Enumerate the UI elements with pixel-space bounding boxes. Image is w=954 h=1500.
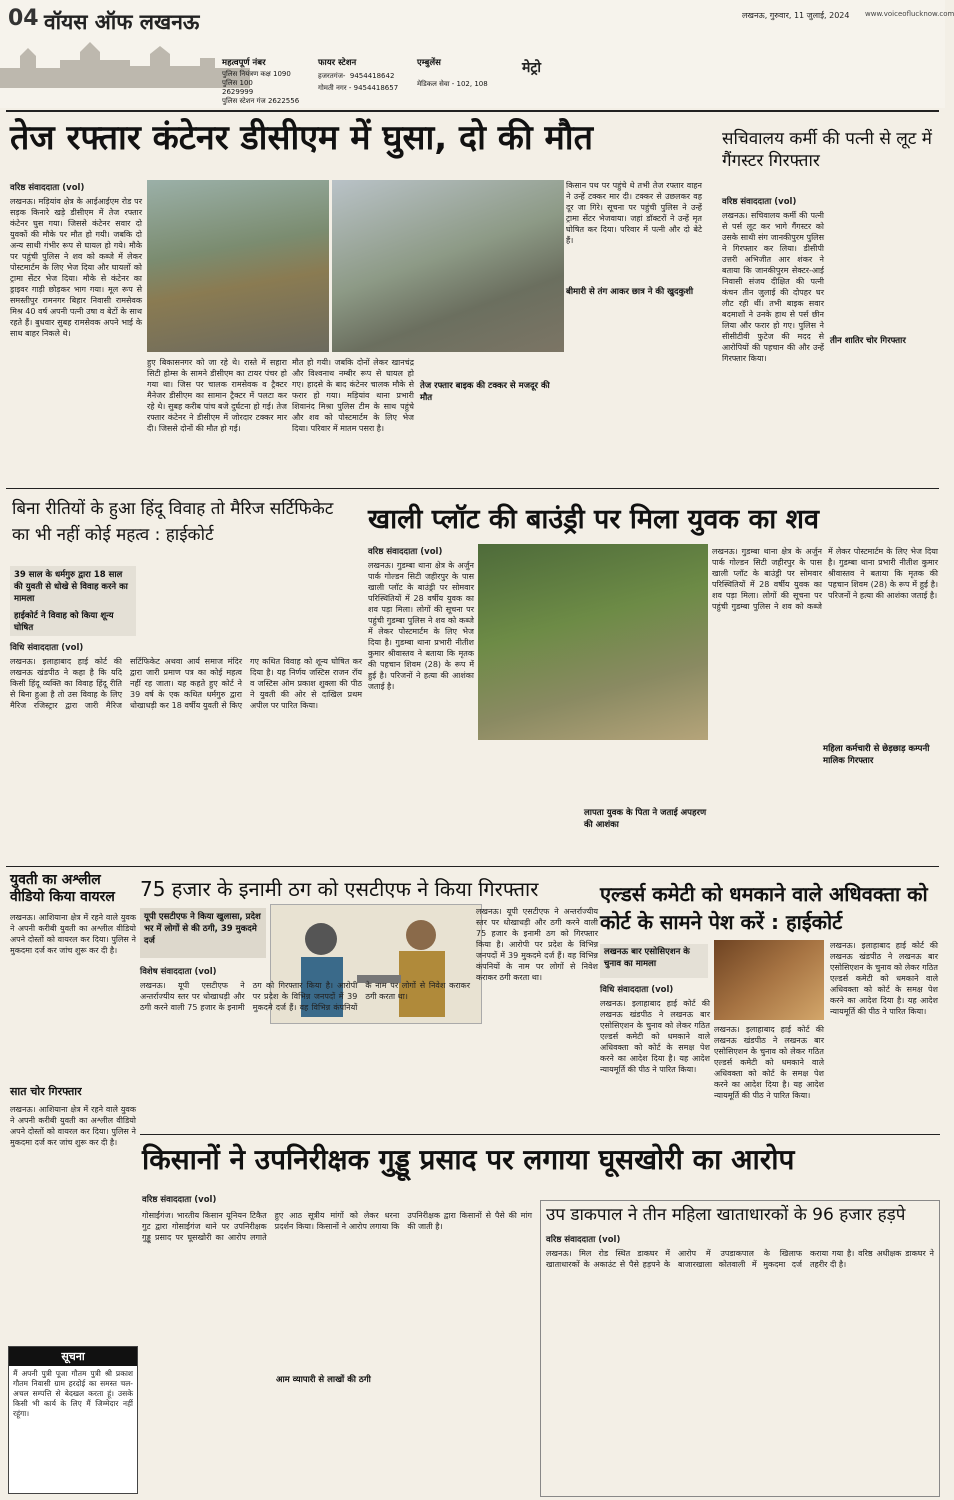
lead-para-1: लखनऊ। मड़ियांव क्षेत्र के आईआईएम रोड पर सड़क किनारे खड़े डीसीएम में तेज रफ्तार कंटेनर घुस गया। जिससे कंटेनर सवार दो युवकों की मौके पर मौत हो गयी। जबकि दो अन्य साथी गंभीर रूप से घायल हो गये। मौके पर पहुंची पुलिस ने शव को कब्जे में लेकर पोस्टमार्टम के लिए भेज दिया और घायलों को ट्रामा सेंटर भेज दिया। मौके से कंटेनर का ड्राइवर गाड़ी छोड़कर भाग गया। मूल रूप से समस्तीपुर रामनगर बिहार निवासी रामसेवक मिश्र 40 वर्ष अपनी पत्नी उषा व बेटों के साथ रहते हैं। बुधवार सुबह रामसेवक अपने भाई के साथ बाहर निकले थे। (10, 197, 142, 338)
marriage-headline: बिना रीतियों के हुआ हिंदू विवाह तो मैरिज सर्टिफिकेट का भी नहीं कोई महत्व : हाईकोर्ट (12, 499, 334, 545)
sachivalaya-byline: वरिष्ठ संवाददाता (vol) (722, 197, 797, 207)
elders-body-2: लखनऊ। इलाहाबाद हाई कोर्ट की लखनऊ खंडपीठ ने लखनऊ बार एसोसिएशन के चुनाव को लेकर गठित एल्डर्स कमेटी को धमकाने वाले अधिवक्ता को कोर्ट के समक्ष पेश करने का आदेश दिया है। यह आदेश न्यायमूर्ति की पीठ ने पारित किया। (714, 1025, 824, 1100)
sachivalaya-headline: सचिवालय कर्मी की पत्नी से लूट में गैंगस्टर गिरफ्तार (722, 129, 932, 171)
elders-body: लखनऊ। इलाहाबाद हाई कोर्ट की लखनऊ खंडपीठ ने लखनऊ बार एसोसिएशन के चुनाव को लेकर गठित एल्डर्स कमेटी को धमकाने वाले अधिवक्ता को कोर्ट के समक्ष पेश करने का आदेश दिया है। यह आदेश न्यायमूर्ति की पीठ ने पारित किया। (600, 999, 710, 1074)
elders-headline: एल्डर्स कमेटी को धमकाने वाले अधिवक्ता को कोर्ट के सामने पेश करें : हाईकोर्ट (600, 882, 928, 934)
youth-photo (478, 544, 708, 740)
page-number: 04 (8, 6, 39, 31)
youth-sub-1: लापता युवक के पिता ने जताई अपहरण की आशंका (584, 808, 707, 830)
notice-title: सूचना (9, 1347, 137, 1366)
paper-name: वॉयस ऑफ लखनऊ (44, 10, 200, 34)
marriage-bullets (10, 566, 136, 636)
elders-body-3: लखनऊ। इलाहाबाद हाई कोर्ट की लखनऊ खंडपीठ ने लखनऊ बार एसोसिएशन के चुनाव को लेकर गठित एल्डर्स कमेटी को धमकाने वाले अधिवक्ता को कोर्ट के समक्ष पेश करने का आदेश दिया है। यह आदेश न्यायमूर्ति की पीठ ने पारित किया। (830, 941, 938, 1016)
elders-tag: लखनऊ बार एसोसिएशन के चुनाव का मामला (604, 947, 690, 969)
video-headline: युवती का अश्लील वीडियो किया वायरल (10, 872, 115, 905)
farmers-byline: वरिष्ठ संवाददाता (vol) (142, 1195, 217, 1205)
postmaster-byline: वरिष्ठ संवाददाता (vol) (546, 1235, 621, 1245)
numbers-line-1: पुलिस नियंत्रण कक्ष 1090 (222, 70, 291, 78)
video-sub: सात चोर गिरफ्तार (10, 1085, 82, 1098)
dateline: लखनऊ, गुरुवार, 11 जुलाई, 2024 (742, 11, 850, 20)
lead-byline: वरिष्ठ संवाददाता (vol) (10, 183, 85, 193)
thug-headline: 75 हजार के इनामी ठग को एसटीएफ ने किया गिरफ्तार (140, 877, 539, 901)
farmers-body: गोसाईंगंज। भारतीय किसान यूनियन टिकैत गुट द्वारा गोसाईंगंज थाने पर उपनिरीक्षक गुड्डू प्रसाद पर घूसखोरी का आरोप लगाते हुए आठ सूत्रीय मांगों को लेकर धरना प्रदर्शन किया। किसानों ने आरोप लगाया कि उपनिरीक्षक द्वारा किसानों से पैसे की मांग की जाती है। (142, 1211, 532, 1242)
postmaster-body: लखनऊ। मिल रोड स्थित डाकघर में खाताधारकों के अकाउंट से पैसे हड़पने के आरोप में उपडाकपाल के खिलाफ बाजारखाला कोतवाली में मुकदमा दर्ज कराया गया है। वरिष्ठ अधीक्षक डाकघर ने तहरीर दी है। (546, 1249, 934, 1269)
fire-title: फायर स्टेशन (318, 58, 357, 68)
elders-gavel-photo (714, 940, 824, 1020)
video-body-2: लखनऊ। आशियाना क्षेत्र में रहने वाले युवक ने अपनी करीबी युवती का अश्लील वीडियो अपने दोस्तों को वायरल कर दिया। पुलिस ने मुकदमा दर्ज कर जांच शुरू कर दी है। (10, 1105, 136, 1147)
masthead-rule (6, 110, 939, 112)
youth-body-right: लखनऊ। गुडम्बा थाना क्षेत्र के अर्जुन पार्क गोल्डन सिटी जहीरपुर के पास खाली प्लॉट के बाउंड्री पर सोमवार परिस्थितियों में 28 वर्षीय युवक का शव पड़ा मिला। लोगों की सूचना पर पहुंची गुडम्बा पुलिस ने शव को कब्जे में लेकर पोस्टमार्टम के लिए भेज दिया है। गुडम्बा थाना प्रभारी नीतीश कुमार श्रीवास्तव ने बताया कि मृतक की पहचान शिवम (28) के रूप में हुई है। परिजनों ने हत्या की आशंका जताई है। (712, 547, 938, 611)
thug-byline: विशेष संवाददाता (vol) (140, 967, 217, 977)
youth-sub-2: महिला कर्मचारी से छेड़छाड़ कम्पनी मालिक गिरफ्तार (823, 744, 930, 766)
numbers-line-2: पुलिस 100 (222, 79, 253, 87)
lead-headline: तेज रफ्तार कंटेनर डीसीएम में घुसा, दो की मौत (10, 118, 593, 158)
lead-para-2: हुए बिकासनगर को जा रहे थे। रास्ते में सहारा सिटी होम्स के सामने डीसीएम का टायर पंचर हो गया था। जिस पर चालक रामसेवक व ट्रैक्टर मैनेजर डीसीएम का सामान ट्रैक्टर में पलटा कर रहे थे। सुबह करीब पांच बजे दुर्घटना हो गई। तेज रफ्तार कंटेनर ने डीसीएम में जोरदार टक्कर मार दी। जिससे दोनों की मौत हो गई। (147, 358, 287, 433)
youth-headline: खाली प्लॉट की बाउंड्री पर मिला युवक का शव (368, 504, 819, 535)
notice-body: मैं अपनी पुत्री पूजा गौतम पुत्री श्री प्रकाश गौतम निवासी ग्राम हरदोई का समस्त चल-अचल सम्पत्ति से बेदखल करता हूं। उसके किसी भी कार्य के लिए मैं जिम्मेदार नहीं रहूंगा। (13, 1369, 133, 1418)
video-body: लखनऊ। आशियाना क्षेत्र में रहने वाले युवक ने अपनी करीबी युवती का अश्लील वीडियो अपने दोस्तों को वायरल कर दिया। पुलिस ने मुकदमा दर्ज कर जांच शुरू कर दी है। (10, 913, 136, 955)
lead-sub-2: बीमारी से तंग आकर छात्र ने की खुदकुशी (566, 287, 694, 297)
youth-byline: वरिष्ठ संवाददाता (vol) (368, 547, 443, 557)
fire-line-2: गोमती नगर - 9454418657 (318, 84, 399, 92)
sachivalaya-sub: तीन शातिर चोर गिरफ्तार (830, 336, 906, 346)
lower-rule (140, 1134, 940, 1135)
numbers-line-4: पुलिस स्टेशन गंज 2622556 (222, 97, 300, 105)
marriage-byline: विधि संवाददाता (vol) (10, 643, 84, 653)
lead-photo-1 (147, 180, 329, 352)
thug-highlight-box (140, 908, 266, 958)
farmers-sub: आम व्यापारी से लाखों की ठगी (276, 1375, 371, 1385)
postmaster-headline: उप डाकपाल ने तीन महिला खाताधारकों के 96 हजार हड़पे (546, 1205, 906, 1225)
fire-line-1: हजरतगंज- ‍ 9454418642 (318, 72, 395, 80)
lead-rule (6, 488, 939, 489)
lead-para-3: मौत हो गयी। जबकि दोनों लेकर खानचंद्र और विश्वनाथ नम्बीर रूप से घायल हो गए। हादसे के बाद कंटेनर चालक मौके से फरार हो गया। मड़ियांव थाना प्रभारी शिवानंद मिश्रा पुलिस टीम के साथ पहुंचे और शव को पोस्टमार्टम के लिए भेज दिया। परिवार में मातम पसरा है। (292, 358, 414, 433)
marriage-bullet-2: हाईकोर्ट ने विवाह को किया शून्य घोषित (14, 611, 114, 633)
thug-body: लखनऊ। यूपी एसटीएफ ने अन्तर्राज्यीय स्तर पर धोखाधड़ी और ठगी करने वाली 75 हजार के इनामी ठग को गिरफ्तार किया है। आरोपी पर प्रदेश के विभिन्न जनपदों में 39 मुकदमे दर्ज हैं। वह विभिन्न कंपनियों के नाम पर लोगों से निवेश कराकर ठगी करता था। (140, 981, 470, 1012)
ambulance-line: मेडिकल सेवा - 102, 108 (417, 80, 488, 88)
mid-rule (6, 866, 939, 867)
lead-para-4: किसान पथ पर पहुंचे थे तभी तेज रफ्तार वाहन ने उन्हें टक्कर मार दी। टक्कर से उछलकर वह दूर जा गिरे। सूचना पर पहुंची पुलिस ने उन्हें ट्रामा सेंटर भेजवाया। जहां डॉक्टरों ने उन्हें मृत घोषित कर दिया। परिवार में पत्नी और दो बेटे हैं। (566, 181, 702, 245)
thug-body-right: लखनऊ। यूपी एसटीएफ ने अन्तर्राज्यीय स्तर पर धोखाधड़ी और ठगी करने वाली 75 हजार के इनामी ठग को गिरफ्तार किया है। आरोपी पर प्रदेश के विभिन्न जनपदों में 39 मुकदमे दर्ज हैं। वह विभिन्न कंपनियों के नाम पर लोगों से निवेश कराकर ठगी करता था। (476, 907, 598, 982)
skyline-graphic (0, 38, 250, 88)
elders-byline: विधि संवाददाता (vol) (600, 985, 674, 995)
sachivalaya-body: लखनऊ। सचिवालय कर्मी की पत्नी से पर्स लूट कर भागे गैंगस्टर को उसके साथी संग जानकीपुरम पुलिस ने गिरफ्तार कर लिया। डीसीपी उत्तरी अभिजीत आर शंकर ने बताया कि जानकीपुरम सेक्टर-आई निवासी संजय दीक्षित की पत्नी कंचन तीन जुलाई की दोपहर घर लौट रही थीं। तभी बाइक सवार बदमाशों ने उनके हाथ से पर्स छीन लिया और फरार हो गए। पुलिस ने सीसीटीवी फुटेज की मदद से आरोपियों की पहचान की और उन्हें गिरफ्तार किया। (722, 211, 824, 363)
masthead (0, 0, 954, 108)
notice-box (8, 1346, 138, 1494)
elders-tag-box (600, 944, 708, 978)
website: www.voiceoflucknow.com (865, 10, 954, 18)
youth-body: लखनऊ। गुडम्बा थाना क्षेत्र के अर्जुन पार्क गोल्डन सिटी जहीरपुर के पास खाली प्लॉट के बाउंड्री पर सोमवार परिस्थितियों में 28 वर्षीय युवक का शव पड़ा मिला। लोगों की सूचना पर पहुंची गुडम्बा पुलिस ने शव को कब्जे में लेकर पोस्टमार्टम के लिए भेज दिया है। गुडम्बा थाना प्रभारी नीतीश कुमार श्रीवास्तव ने बताया कि मृतक की पहचान शिवम (28) के रूप में हुई है। परिजनों ने हत्या की आशंका जताई है। (368, 561, 474, 691)
numbers-line-3: 2629999 (222, 88, 254, 96)
lead-photo-2 (332, 180, 564, 352)
ambulance-title: एम्बुलेंस (417, 58, 441, 68)
lead-sub-1: तेज रफ्तार बाइक की टक्कर से मजदूर की मौत (420, 381, 550, 403)
section-title: मेट्रो (522, 60, 542, 76)
marriage-body: लखनऊ। इलाहाबाद हाई कोर्ट की लखनऊ खंडपीठ ने कहा है कि यदि किसी हिंदू व्यक्ति का विवाह हिंदू रीति से बिना हुआ है तो उस विवाह के लिए मैरिज रजिस्ट्रार द्वारा जारी मैरिज सर्टिफिकेट अथवा आर्य समाज मंदिर द्वारा जारी प्रमाण पत्र का कोई महत्व नहीं रह जाता। यह कहते हुए कोर्ट ने 39 वर्ष के एक कथित धर्मगुरु द्वारा धोखाधड़ी कर 18 वर्षीय युवती से किए गए कथित विवाह को शून्य घोषित कर दिया है। यह निर्णय जस्टिस राजन रॉय व जस्टिस ओम प्रकाश शुक्ला की पीठ ने युवती की ओर से दाखिल प्रथम अपील पर पारित किया। (10, 657, 362, 710)
important-numbers-title: महत्वपूर्ण नंबर (222, 58, 266, 68)
marriage-bullet-1: 39 साल के धर्मगुरु द्वारा 18 साल की युवती से धोखे से विवाह करने का मामला (14, 570, 128, 604)
thug-highlight: यूपी एसटीएफ ने किया खुलासा, प्रदेश भर में लोगों से की ठगी, 39 मुकदमे दर्ज (144, 912, 261, 946)
farmers-headline: किसानों ने उपनिरीक्षक गुड्डू प्रसाद पर लगाया घूसखोरी का आरोप (142, 1143, 795, 1176)
